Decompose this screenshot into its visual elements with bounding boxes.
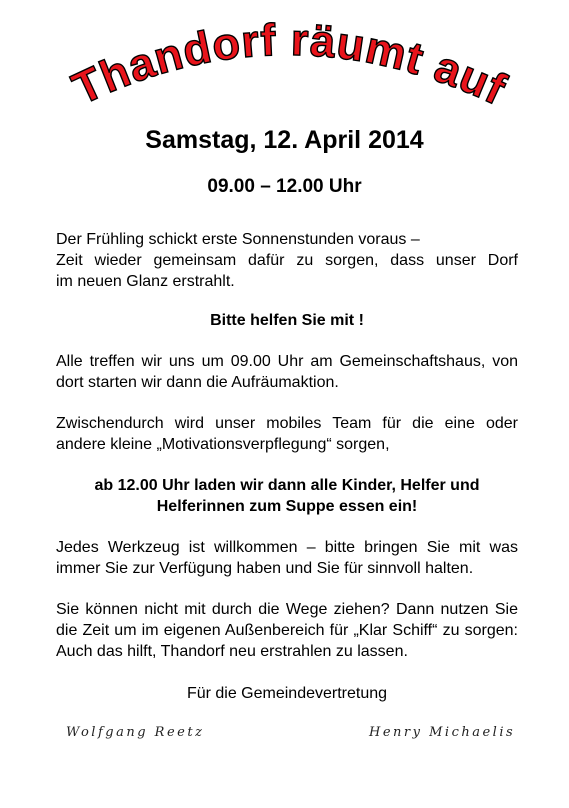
meeting-paragraph: Alle treffen wir uns um 09.00 Uhr am Gemeinschaftshaus, von dort starten wir dann die Aufräumaktion. xyxy=(56,353,518,391)
flyer-body xyxy=(56,229,518,704)
signature-left: Wolfgang Reetz xyxy=(66,725,205,740)
tools-paragraph: Jedes Werkzeug ist willkommen – bitte bringen Sie mit was immer Sie zur Verfügung haben und Sie für sinnvoll halten. xyxy=(56,539,518,577)
event-date: Samstag, 12. April 2014 xyxy=(145,126,424,154)
intro-paragraph xyxy=(56,229,518,292)
signoff: Für die Gemeindevertretung xyxy=(186,685,388,702)
intro-line-1: Der Frühling schickt erste Sonnenstunden voraus – xyxy=(56,231,420,248)
intro-line-2: Zeit wieder gemeinsam dafür zu sorgen, dass unser Dorf xyxy=(56,252,518,269)
page-title xyxy=(65,14,514,115)
soup-invitation: ab 12.00 Uhr laden wir dann alle Kinder, Helfer und Helferinnen zum Suppe essen ein! xyxy=(94,477,480,515)
mobile-team-paragraph: Zwischendurch wird unser mobiles Team für die eine oder andere kleine „Motivationsverpflegung“ sorgen, xyxy=(56,415,518,453)
garden-paragraph: Sie können nicht mit durch die Wege ziehen? Dann nutzen Sie die Zeit um im eigenen Außenbereich für „Klar Schiff“ zu sorgen: Auch das hilft, Thandorf neu erstrahlen zu lassen. xyxy=(56,601,518,660)
title-arc xyxy=(0,0,569,130)
page-title-text: Thandorf räumt auf xyxy=(64,13,515,115)
signature-right: Henry Michaelis xyxy=(369,725,516,740)
help-call: Bitte helfen Sie mit ! xyxy=(210,312,364,329)
event-time: 09.00 – 12.00 Uhr xyxy=(207,176,362,197)
intro-line-3: im neuen Glanz erstrahlt. xyxy=(56,273,235,290)
